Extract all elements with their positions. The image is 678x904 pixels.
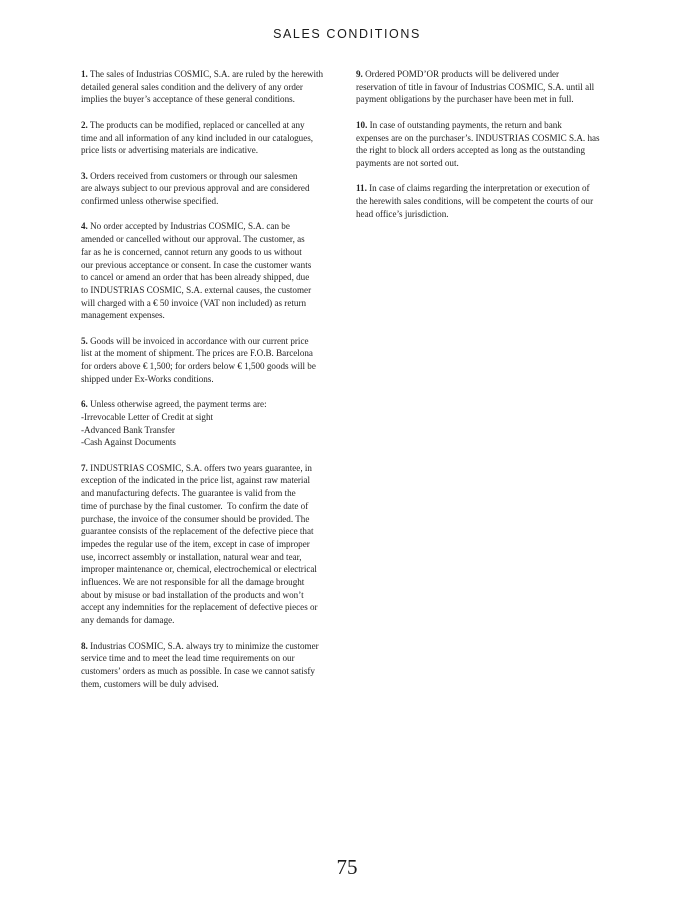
clause-number: 11. xyxy=(356,183,367,194)
clause-6 xyxy=(81,398,339,449)
clause-line xyxy=(81,640,339,653)
clause-line xyxy=(81,335,339,348)
clause-4 xyxy=(81,220,339,322)
clause-line: amended or cancelled without our approval. The customer, as xyxy=(81,234,305,245)
clause-10 xyxy=(356,119,618,170)
clause-number: 6. xyxy=(81,399,88,410)
clause-number: 8. xyxy=(81,640,88,651)
clause-line: to INDUSTRIAS COSMIC, S.A. external causes, the customer xyxy=(81,284,312,295)
clause-line: service time and to meet the lead time requirements on our xyxy=(81,653,295,664)
clause-line: time of purchase by the final customer. To confirm the date of xyxy=(81,500,309,511)
clause-text: INDUSTRIAS COSMIC, S.A. offers two years guarantee, in xyxy=(87,462,312,473)
clause-text: The products can be modified, replaced or cancelled at any xyxy=(87,119,305,130)
clause-line: to cancel or amend an order that has been already shipped, due xyxy=(81,272,310,283)
clause-line: accept any indemnities for the replacement of defective pieces or xyxy=(81,602,318,613)
clause-line: for orders above € 1,500; for orders below € 1,500 goods will be xyxy=(81,361,316,372)
clause-line: about by misuse or bad installation of the products and won’t xyxy=(81,589,304,600)
right-column xyxy=(356,68,618,233)
clause-line xyxy=(81,462,339,475)
clause-line: management expenses. xyxy=(81,310,165,321)
clause-line xyxy=(356,119,618,132)
clause-line: our previous acceptance or consent. In case the customer wants xyxy=(81,259,312,270)
page-number: 75 xyxy=(336,855,358,879)
clause-line: -Advanced Bank Transfer xyxy=(81,424,175,435)
clause-line: payments are not sorted out. xyxy=(356,157,459,168)
clause-line: reservation of title in favour of Industrias COSMIC, S.A. until all xyxy=(356,81,595,92)
clause-number: 4. xyxy=(81,221,88,232)
clause-line: payment obligations by the purchaser have been met in full. xyxy=(356,94,574,105)
clause-line xyxy=(81,220,339,233)
clause-2 xyxy=(81,119,339,157)
clause-line: head office’s jurisdiction. xyxy=(356,208,449,219)
clause-8 xyxy=(81,640,339,691)
clause-number: 1. xyxy=(81,69,88,79)
clause-5 xyxy=(81,335,339,386)
clause-line: price lists or advertising materials are indicative. xyxy=(81,145,259,156)
clause-line: far as he is concerned, cannot return any goods to us without xyxy=(81,246,302,257)
clause-line: improper maintenance or, chemical, electrochemical or electrical xyxy=(81,564,317,575)
clause-line: any demands for damage. xyxy=(81,615,175,626)
clause-line: customers’ orders as much as possible. In case we cannot satisfy xyxy=(81,665,315,676)
clause-line: influences. We are not responsible for all the damage brought xyxy=(81,577,305,588)
clause-line: them, customers will be duly advised. xyxy=(81,678,219,689)
clause-number: 2. xyxy=(81,119,88,130)
clause-line: and manufacturing defects. The guarantee is valid from the xyxy=(81,488,296,499)
clause-line xyxy=(81,119,339,132)
clause-line xyxy=(356,68,618,81)
clause-line: time and all information of any kind included in our catalogues, xyxy=(81,132,314,143)
clause-line: impedes the regular use of the item, except in case of improper xyxy=(81,538,310,549)
clause-7 xyxy=(81,462,339,627)
left-column xyxy=(81,68,339,703)
clause-11 xyxy=(356,182,618,220)
clause-line: the herewith sales conditions, will be competent the courts of our xyxy=(356,196,594,206)
clause-line: purchase, the invoice of the consumer should be provided. The xyxy=(81,513,310,524)
clause-line xyxy=(81,68,339,81)
clause-text: Unless otherwise agreed, the payment terms are: xyxy=(87,399,267,410)
page-title: SALES CONDITIONS xyxy=(273,27,421,41)
clause-text: In case of claims regarding the interpretation or execution of xyxy=(366,183,590,194)
clause-line: the right to block all orders accepted as long as the outstanding xyxy=(356,145,586,156)
clause-3 xyxy=(81,170,339,208)
clause-line: will charged with a € 50 invoice (VAT non included) as return xyxy=(81,297,307,308)
clause-line xyxy=(81,170,339,183)
clause-number: 9. xyxy=(356,69,363,79)
clause-1 xyxy=(81,68,339,106)
clause-line: shipped under Ex-Works conditions. xyxy=(81,373,214,384)
clause-line: are always subject to our previous approval and are considered xyxy=(81,183,310,194)
clause-text: In case of outstanding payments, the return and bank xyxy=(367,119,562,130)
clause-text: No order accepted by Industrias COSMIC, S.A. can be xyxy=(87,221,290,232)
clause-line: -Cash Against Documents xyxy=(81,437,176,448)
clause-line xyxy=(356,182,618,195)
clause-text: Goods will be invoiced in accordance with our current price xyxy=(87,335,309,346)
clause-number: 3. xyxy=(81,170,88,181)
clause-line: implies the buyer’s acceptance of these general conditions. xyxy=(81,94,295,105)
clause-text: Ordered POMD’OR products will be delivered under xyxy=(362,69,560,79)
clause-line: detailed general sales condition and the delivery of any order xyxy=(81,81,303,92)
clause-line: list at the moment of shipment. The prices are F.O.B. Barcelona xyxy=(81,348,313,359)
clause-text: Industrias COSMIC, S.A. always try to minimize the customer xyxy=(87,640,319,651)
clause-line xyxy=(81,398,339,411)
clause-line: use, incorrect assembly or installation, natural wear and tear, xyxy=(81,551,302,562)
clause-line: -Irrevocable Letter of Credit at sight xyxy=(81,411,214,422)
clause-number: 10. xyxy=(356,119,368,130)
clause-9 xyxy=(356,68,618,106)
clause-line: expenses are on the purchaser’s. INDUSTRIAS COSMIC S.A. has xyxy=(356,132,600,143)
clause-line: confirmed unless otherwise specified. xyxy=(81,196,219,206)
clause-number: 7. xyxy=(81,462,88,473)
clause-line: exception of the indicated in the price list, against raw material xyxy=(81,475,311,486)
clause-line: guarantee consists of the replacement of the defective piece that xyxy=(81,526,314,537)
clause-number: 5. xyxy=(81,335,88,346)
clause-text: Orders received from customers or through our salesmen xyxy=(87,170,298,181)
clause-text: The sales of Industrias COSMIC, S.A. are ruled by the herewith xyxy=(87,69,324,79)
